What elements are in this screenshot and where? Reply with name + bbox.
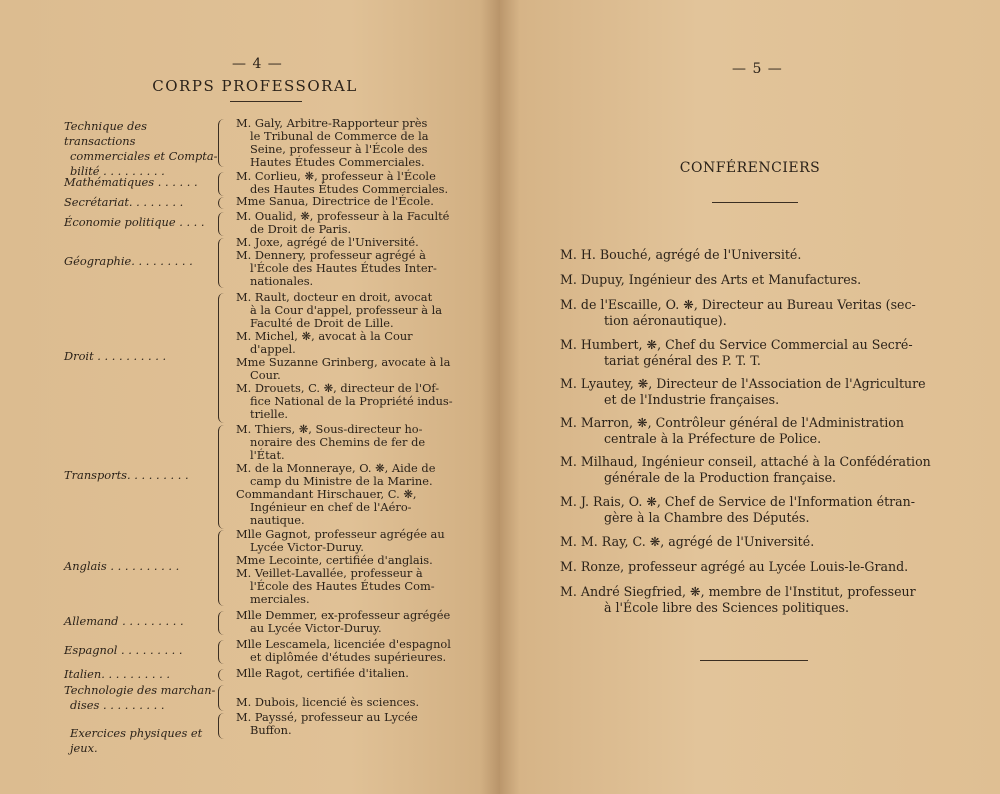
brace [218, 425, 227, 529]
subject-label [64, 215, 219, 230]
subject-line: Allemand . . . . . . . . . [64, 613, 184, 628]
teacher-line: nationales. [250, 274, 314, 288]
teacher-line: l'État. [250, 448, 285, 462]
title-rule [230, 101, 302, 102]
teacher-line: camp du Ministre de la Marine. [250, 474, 433, 488]
subject-line: Anglais . . . . . . . . . . [64, 558, 180, 573]
brace [218, 293, 227, 423]
teacher-line: M. Payssé, professeur au Lycée [236, 710, 418, 724]
lecturer-line: à l'École libre des Sciences politiques. [604, 600, 850, 615]
teacher-list [236, 638, 454, 664]
teacher-list [236, 210, 454, 236]
lecturer-entry [560, 415, 950, 447]
teacher-line: Lycée Victor-Duruy. [250, 540, 364, 554]
subject-line: Géographie. . . . . . . . . [64, 253, 193, 268]
closing-rule [700, 660, 808, 661]
brace [218, 611, 227, 635]
subject-label [64, 667, 219, 682]
page-title: CONFÉRENCIERS [679, 160, 821, 176]
lecturer-line: tariat général des P. T. T. [604, 353, 761, 368]
teacher-list [236, 667, 454, 680]
teacher-line: au Lycée Victor-Duruy. [250, 621, 382, 635]
lecturer-line: M. Humbert, ❋, Chef du Service Commercial au Secré- [560, 337, 913, 352]
subject-line: bilité . . . . . . . . . [70, 163, 165, 178]
teacher-line: Mlle Ragot, certifiée d'italien. [236, 666, 409, 680]
lecturer-line: M. André Siegfried, ❋, membre de l'Institut, professeur [560, 584, 916, 599]
lecturer-entry [560, 534, 950, 550]
teacher-line: des Hautes Études Commerciales. [250, 182, 449, 196]
teacher-line: le Tribunal de Commerce de la [250, 129, 429, 143]
teacher-list [236, 423, 454, 527]
lecturer-entry [560, 494, 950, 526]
lecturer-entry [560, 559, 950, 575]
subject-line: Technologie des marchan- [64, 683, 216, 697]
subject-label [64, 468, 219, 483]
lecturer-entry [560, 247, 950, 263]
brace [218, 197, 227, 209]
teacher-line: Faculté de Droit de Lille. [250, 316, 394, 330]
subject-label [64, 643, 219, 658]
subject-line [64, 711, 219, 726]
subject-label [64, 175, 219, 190]
lecturer-line: M. de l'Escaille, O. ❋, Directeur au Bureau Veritas (sec- [560, 297, 916, 312]
teacher-line: M. Michel, ❋, avocat à la Cour [236, 329, 413, 343]
lecturer-line: générale de la Production française. [604, 470, 837, 485]
subject-line: Secrétariat. . . . . . . . [64, 195, 184, 209]
subject-line: Exercices physiques et jeux. [70, 726, 203, 755]
teacher-line: Mlle Lescamela, licenciée d'espagnol [236, 637, 451, 651]
teacher-line: Buffon. [250, 723, 292, 737]
teacher-line: Mlle Gagnot, professeur agrégée au [236, 527, 445, 541]
lecturer-line: centrale à la Préfecture de Police. [604, 431, 822, 446]
brace [218, 669, 227, 681]
teacher-line: M. Dennery, professeur agrégé à [236, 248, 426, 262]
teacher-line: et diplômée d'études supérieures. [250, 650, 447, 664]
brace [218, 172, 227, 196]
brace [218, 238, 227, 288]
teacher-line: l'École des Hautes Études Inter- [250, 261, 437, 275]
teacher-line: M. Galy, Arbitre-Rapporteur près [236, 116, 428, 130]
brace [218, 530, 227, 606]
subject-label [64, 559, 219, 574]
teacher-line: M. Veillet-Lavallée, professeur à [236, 566, 423, 580]
teacher-list [236, 291, 454, 421]
lecturer-line: M. Ronze, professeur agrégé au Lycée Louis-le-Grand. [560, 559, 909, 574]
subject-line: Italien. . . . . . . . . . [64, 667, 171, 681]
teacher-line: Mme Suzanne Grinberg, avocate à la [236, 355, 451, 369]
teacher-list [236, 236, 454, 288]
subject-label [64, 614, 219, 629]
title-rule [712, 202, 798, 203]
brace [218, 119, 227, 167]
page-number: — 5 — [732, 61, 783, 77]
teacher-line: M. Rault, docteur en droit, avocat [236, 290, 433, 304]
lecturer-line: M. H. Bouché, agrégé de l'Université. [560, 247, 802, 262]
lecturer-line: et de l'Industrie françaises. [604, 392, 780, 407]
subject-label [64, 254, 219, 269]
teacher-line: à la Cour d'appel, professeur à la [250, 303, 443, 317]
subject-line: Transports. . . . . . . . . [64, 467, 189, 482]
teacher-line: M. Drouets, C. ❋, directeur de l'Of- [236, 381, 440, 395]
subject-label [64, 119, 219, 179]
lecturer-line: tion aéronautique). [604, 313, 727, 328]
teacher-line: Commandant Hirschauer, C. ❋, [236, 487, 417, 501]
subject-line: Économie politique . . . . [64, 214, 205, 229]
teacher-list [236, 683, 454, 709]
teacher-line: de Droit de Paris. [250, 222, 352, 236]
subject-line: commerciales et Compta- [70, 148, 218, 163]
subject-label [64, 711, 219, 756]
teacher-line: M. Joxe, agrégé de l'Université. [236, 235, 419, 249]
teacher-line: d'appel. [250, 342, 296, 356]
teacher-line: M. Corlieu, ❋, professeur à l'École [236, 169, 436, 183]
lecturer-line: M. M. Ray, C. ❋, agrégé de l'Université. [560, 534, 815, 549]
teacher-line: nautique. [250, 513, 305, 527]
teacher-line: Mme Lecointe, certifiée d'anglais. [236, 553, 433, 567]
teacher-line: M. de la Monneraye, O. ❋, Aide de [236, 461, 436, 475]
page-title: CORPS PROFESSORAL [152, 77, 358, 95]
lecturer-entry [560, 337, 950, 369]
lecturer-line: M. Lyautey, ❋, Directeur de l'Association de l'Agriculture [560, 376, 926, 391]
page-number: — 4 — [232, 56, 283, 72]
lecturer-entry [560, 454, 950, 486]
lecturer-entry [560, 272, 950, 288]
teacher-list [236, 528, 454, 606]
teacher-line: M. Thiers, ❋, Sous-directeur ho- [236, 422, 423, 436]
teacher-line: l'École des Hautes Études Com- [250, 579, 435, 593]
subject-label [64, 195, 219, 210]
teacher-list [236, 117, 454, 169]
lecturer-line: M. J. Rais, O. ❋, Chef de Service de l'Information étran- [560, 494, 916, 509]
teacher-list [236, 609, 454, 635]
subject-line: Espagnol . . . . . . . . . [64, 642, 183, 657]
teacher-line: Cour. [250, 368, 281, 382]
teacher-line: fice National de la Propriété indus- [250, 394, 453, 408]
teacher-line: M. Dubois, licencié ès sciences. [236, 695, 420, 709]
lecturer-entry [560, 584, 950, 616]
teacher-line: Mlle Demmer, ex-professeur agrégée [236, 608, 451, 622]
teacher-line: noraire des Chemins de fer de [250, 435, 426, 449]
teacher-list [236, 711, 454, 737]
teacher-line: Hautes Études Commerciales. [250, 155, 425, 169]
brace [218, 713, 227, 739]
lecturer-entry [560, 376, 950, 408]
teacher-list [236, 195, 454, 208]
teacher-line: Ingénieur en chef de l'Aéro- [250, 500, 412, 514]
brace [218, 212, 227, 236]
subject-label [64, 683, 219, 713]
brace [218, 640, 227, 664]
teacher-line: Seine, professeur à l'École des [250, 142, 428, 156]
teacher-line: merciales. [250, 592, 310, 606]
subject-line: Mathématiques . . . . . . [64, 174, 198, 189]
teacher-line: M. Oualid, ❋, professeur à la Faculté [236, 209, 450, 223]
teacher-line: Mme Sanua, Directrice de l'École. [236, 194, 434, 208]
lecturer-entry [560, 297, 950, 329]
subject-line: Droit . . . . . . . . . . [64, 348, 167, 363]
teacher-list [236, 170, 454, 196]
subject-line: Technique des transactions [64, 118, 148, 148]
lecturer-line: M. Dupuy, Ingénieur des Arts et Manufactures. [560, 272, 862, 287]
lecturer-line: gère à la Chambre des Députés. [604, 510, 810, 525]
subject-line: dises . . . . . . . . . [70, 698, 165, 712]
subject-label [64, 349, 219, 364]
lecturer-line: M. Marron, ❋, Contrôleur général de l'Administration [560, 415, 904, 430]
brace [218, 685, 227, 711]
lecturer-line: M. Milhaud, Ingénieur conseil, attaché à la Confédération [560, 454, 931, 469]
teacher-line: trielle. [250, 407, 289, 421]
